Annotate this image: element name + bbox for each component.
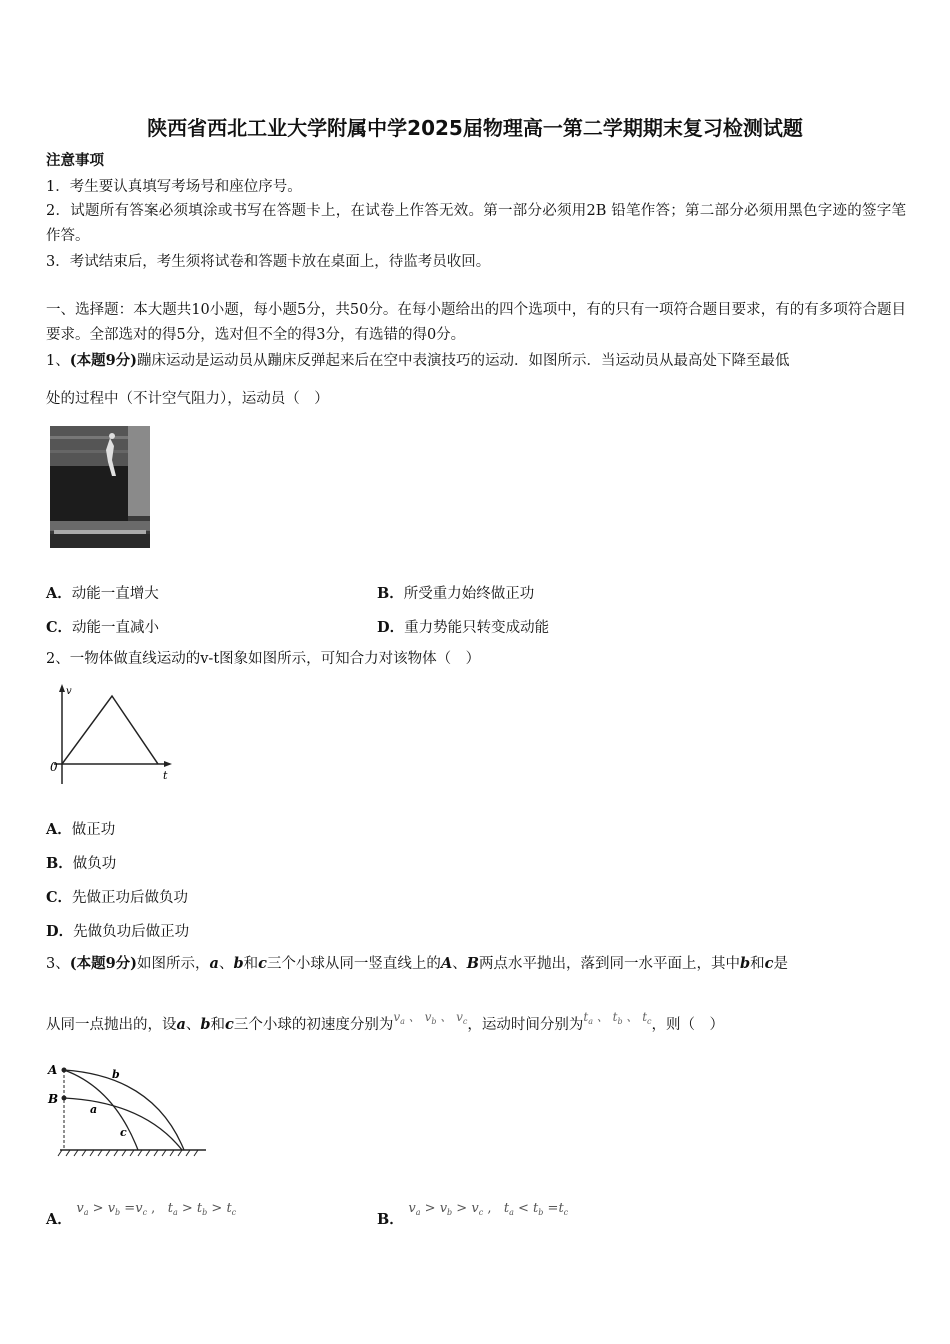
option-letter: D．: [46, 923, 74, 940]
point-a-marker: [62, 1068, 67, 1073]
option-a-math: $v_a > v_b =v_c$ , $t_a > t_b > t_c$: [76, 1201, 237, 1217]
option-letter: A．: [46, 821, 72, 838]
velocity-symbols: va 、 vb 、 vc: [393, 1010, 468, 1026]
projectile-figure: [44, 1058, 214, 1164]
label-a: a: [90, 1103, 98, 1116]
q1-line-2: 处的过程中（不计空气阻力），运动员（ ）: [46, 391, 329, 407]
vt-line: [62, 696, 158, 764]
notice-heading: 注意事项: [46, 152, 104, 169]
text: 、: [218, 956, 234, 972]
option-letter: B．: [46, 855, 73, 872]
time-symbols: ta 、 tb 、 tc: [583, 1010, 652, 1026]
q3-option-a[interactable]: [46, 1201, 237, 1229]
q2-text: 2、一物体做直线运动的v-t图象如图所示，可知合力对该物体（ ）: [46, 651, 481, 667]
text: 两点水平抛出，落到同一水平面上，其中: [478, 956, 740, 972]
notice-item-1: 1．考生要认真填写考场号和座位序号。: [46, 179, 302, 195]
text: b: [233, 955, 244, 972]
vt-graph: [46, 682, 176, 792]
text: 和: [750, 956, 765, 972]
trajectory-a: [64, 1098, 182, 1150]
option-text: 重力势能只转变成动能: [404, 620, 550, 636]
label-b: b: [112, 1068, 120, 1081]
q2-option-a[interactable]: [46, 818, 115, 839]
option-text: 动能一直减小: [72, 620, 160, 636]
text: 三个小球从同一竖直线上的: [266, 956, 441, 972]
trampoline-photo: [50, 426, 150, 548]
label-A: A: [48, 1063, 58, 1077]
q1-option-b[interactable]: [377, 582, 534, 603]
option-letter: C．: [46, 889, 73, 906]
q2-option-d[interactable]: [46, 920, 189, 941]
section-intro: 一、选择题：本大题共10小题，每小题5分，共50分。在每小题给出的四个选项中，有的只有一项符合题目要求，有的有多项符合题目要求。全部选对的得5分，选对但不全的得3分，有选错的得0分。: [46, 302, 906, 343]
t-label: t: [163, 769, 168, 782]
text: a: [209, 955, 219, 972]
origin-label: 0: [50, 760, 58, 774]
option-letter: A．: [46, 585, 72, 602]
option-text: 所受重力始终做正功: [403, 586, 535, 602]
notice-item-3: 3．考试结束后，考生须将试卷和答题卡放在桌面上，待监考员收回。: [46, 254, 491, 270]
option-letter: A．: [46, 1211, 72, 1228]
v-label: v: [66, 686, 72, 697]
text: 如图所示，: [137, 956, 210, 972]
ground-hatching: [58, 1150, 198, 1156]
text: b: [739, 955, 751, 972]
text: 、: [452, 956, 467, 972]
text: ，则（ ）: [651, 1017, 725, 1033]
option-text: 做负功: [72, 856, 117, 872]
q1-number: 1、: [46, 353, 70, 369]
text: 和: [210, 1017, 226, 1033]
q1-text-1: 蹦床运动是运动员从蹦床反弹起来后在空中表演技巧的运动．如图所示．当运动员从最高处下降至最低: [137, 353, 790, 369]
option-letter: D．: [377, 619, 405, 636]
text: 和: [243, 956, 259, 972]
q2-option-b[interactable]: [46, 852, 116, 873]
option-letter: B．: [377, 585, 404, 602]
text: c: [764, 955, 774, 972]
q1-line-1: [46, 352, 790, 370]
text: 、: [185, 1017, 201, 1033]
option-text: 做正功: [71, 822, 116, 838]
option-letter: C．: [46, 619, 73, 636]
text: ，运动时间分别为: [467, 1017, 584, 1033]
text: b: [200, 1016, 211, 1033]
label-B: B: [48, 1092, 59, 1106]
text: a: [176, 1016, 186, 1033]
text: A: [440, 955, 453, 972]
q1-option-d[interactable]: [377, 616, 549, 637]
q3-tag: (本题9分): [69, 955, 138, 972]
q1-tag: (本题9分): [69, 352, 138, 369]
v-axis-arrow: [59, 684, 65, 692]
q3-line-1: [46, 955, 788, 973]
page-title: 陕西省西北工业大学附属中学2025届物理高一第二学期期末复习检测试题: [147, 116, 803, 140]
text: B: [466, 955, 479, 972]
option-b-math: $v_a > v_b > v_c$ , $t_a < t_b =t_c$: [408, 1201, 569, 1217]
text: 三个小球的初速度分别为: [233, 1017, 394, 1033]
q1-option-c[interactable]: [46, 616, 159, 637]
q3-number: 3、: [46, 956, 70, 972]
label-c: c: [120, 1126, 127, 1139]
t-axis-arrow: [164, 761, 172, 767]
text: 是: [773, 956, 788, 972]
notice-item-2: 2．试题所有答案必须填涂或书写在答题卡上，在试卷上作答无效。第一部分必须用2B 铅笔作答；第二部分必须用黑色字迹的签字笔作答。: [46, 203, 906, 244]
text: c: [258, 955, 267, 972]
point-b-marker: [62, 1096, 67, 1101]
text: c: [225, 1016, 234, 1033]
option-text: 先做正功后做负功: [72, 890, 189, 906]
q2-option-c[interactable]: [46, 886, 188, 907]
q3-option-b[interactable]: [377, 1201, 569, 1229]
option-text: 先做负功后做正功: [73, 924, 190, 940]
option-text: 动能一直增大: [71, 586, 159, 602]
q1-option-a[interactable]: [46, 582, 159, 603]
q3-line-2: [46, 1010, 725, 1039]
option-letter: B．: [377, 1211, 404, 1228]
text: 从同一点抛出的，设: [46, 1017, 177, 1033]
